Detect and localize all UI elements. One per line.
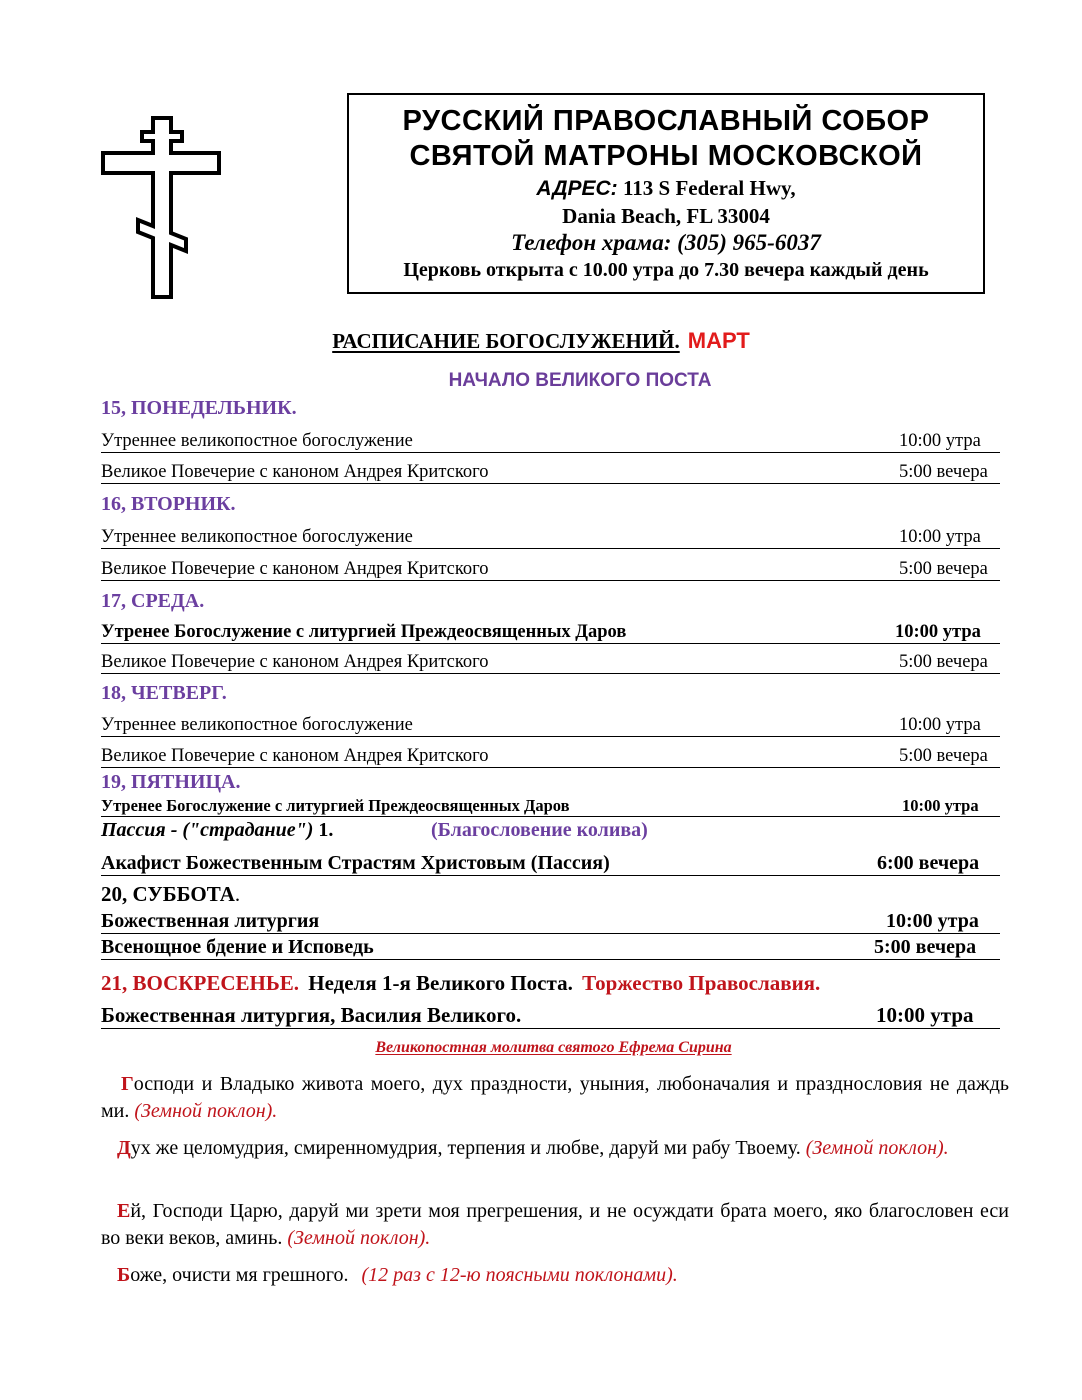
service-name: Великое Повечерие с каноном Андрея Критского (101, 652, 489, 672)
prayer-capital: Г (121, 1073, 134, 1095)
service-time: 5:00 вечера (899, 559, 988, 579)
passion-line (101, 819, 333, 842)
service-row (101, 909, 1000, 934)
service-name: Великое Повечерие с каноном Андрея Критского (101, 746, 489, 766)
orthodox-cross-icon (100, 115, 222, 300)
church-phone: Телефон храма: (305) 965-6037 (511, 230, 821, 255)
schedule-title-text: РАСПИСАНИЕ БОГОСЛУЖЕНИЙ. (332, 329, 680, 353)
prayer-paragraph-3 (101, 1198, 1009, 1252)
service-name: Акафист Божественным Страстям Христовым (Пассия) (101, 852, 610, 874)
day-label-15: 15, ПОНЕДЕЛЬНИК. (101, 397, 297, 419)
service-time: 10:00 утра (899, 527, 981, 547)
address-label: АДРЕС: (536, 177, 618, 200)
schedule-title (0, 328, 1082, 354)
day-label-18: 18, ЧЕТВЕРГ. (101, 682, 227, 704)
service-row (101, 935, 1000, 960)
service-row (101, 430, 1000, 453)
church-name-line1: РУССКИЙ ПРАВОСЛАВНЫЙ СОБОР (402, 105, 930, 137)
prayer-title: Великопостная молитва святого Ефрема Сирина (375, 1039, 732, 1056)
address-line2: Dania Beach, FL 33004 (562, 204, 770, 228)
day-label-20-dot: . (234, 882, 241, 906)
prayer-paragraph-2 (101, 1135, 1009, 1162)
day-label-16: 16, ВТОРНИК. (101, 493, 236, 515)
service-time: 10:00 утра (902, 796, 979, 815)
service-time: 10:00 утра (899, 715, 981, 735)
day-label-20 (101, 882, 240, 907)
service-name: Утреннее великопостное богослужение (101, 527, 413, 547)
address-line1 (349, 176, 983, 201)
sunday-week: Неделя 1-я Великого Поста. (308, 971, 573, 995)
service-time: 5:00 вечера (899, 462, 988, 482)
day-label-21-line (101, 971, 820, 996)
service-name: Утренее Богослужение с литургией Преждеосвященных Даров (101, 796, 570, 815)
service-name: Всенощное бдение и Исповедь (101, 936, 374, 958)
service-time: 10:00 утра (876, 1003, 974, 1027)
service-row (101, 621, 1000, 644)
prayer-title-wrap (0, 1039, 1082, 1057)
sunday-feast: Торжество Православия. (582, 971, 821, 995)
service-row (101, 796, 1000, 817)
prayer-text: осподи и Владыко живота моего, дух праздности, уныния, любоначалия и празднословия не даждь ми. (101, 1073, 1009, 1122)
service-row (101, 745, 1000, 768)
service-row (101, 651, 1000, 674)
church-hours: Церковь открыта с 10.00 утра до 7.30 вечера каждый день (403, 259, 929, 281)
day-label-20-text: 20, СУББОТА (101, 882, 235, 906)
prayer-paragraph-1 (101, 1071, 1009, 1125)
prayer-text: ух же целомудрия, смиренномудрия, терпения и любве, даруй ми рабу Твоему. (130, 1137, 801, 1159)
service-name: Божественная литургия (101, 910, 320, 932)
service-name: Утреннее великопостное богослужение (101, 431, 413, 451)
prayer-text: оже, очисти мя грешного. (130, 1264, 349, 1286)
prayer-capital: Д (117, 1137, 131, 1159)
service-row (101, 714, 1000, 737)
church-header-box (347, 93, 985, 294)
prayer-note: (12 раз с 12-ю поясными поклонами). (361, 1264, 678, 1286)
passion-label: Пассия - ("страдание") (101, 819, 314, 841)
service-name: Великое Повечерие с каноном Андрея Критского (101, 559, 489, 579)
service-time: 10:00 утра (886, 910, 979, 932)
service-time: 5:00 вечера (899, 746, 988, 766)
day-label-17: 17, СРЕДА. (101, 590, 205, 612)
service-time: 6:00 вечера (877, 852, 980, 874)
service-row (101, 461, 1000, 484)
prayer-note: (Земной поклон). (287, 1227, 431, 1249)
service-row (101, 1003, 1000, 1029)
service-time: 5:00 вечера (874, 936, 977, 958)
service-name: Великое Повечерие с каноном Андрея Критского (101, 462, 489, 482)
church-name-line2: СВЯТОЙ МАТРОНЫ МОСКОВСКОЙ (409, 140, 923, 172)
service-name: Божественная литургия, Василия Великого. (101, 1003, 522, 1027)
prayer-capital: Б (117, 1264, 131, 1286)
passion-number: 1. (318, 819, 334, 841)
schedule-subtitle: НАЧАЛО ВЕЛИКОГО ПОСТА (448, 370, 712, 391)
service-time: 10:00 утра (895, 622, 981, 642)
prayer-note: (Земной поклон). (805, 1137, 949, 1159)
service-name: Утренее Богослужение с литургией Преждеосвященных Даров (101, 622, 627, 642)
prayer-capital: Е (117, 1200, 131, 1222)
prayer-note: (Земной поклон). (134, 1100, 278, 1122)
service-name: Утреннее великопостное богослужение (101, 715, 413, 735)
service-time: 5:00 вечера (899, 652, 988, 672)
service-time: 10:00 утра (899, 431, 981, 451)
service-row (101, 851, 1000, 876)
day-label-19: 19, ПЯТНИЦА. (101, 771, 241, 793)
prayer-paragraph-4 (101, 1262, 1009, 1289)
schedule-month: МАРТ (687, 328, 750, 353)
service-row (101, 526, 1000, 549)
blessing-koliva: (Благословение колива) (431, 819, 648, 841)
address-street: 113 S Federal Hwy, (622, 176, 796, 200)
service-row (101, 558, 1000, 581)
prayer-text: й, Господи Царю, даруй ми зрети моя прегрешения, и не осуждати брата моего, яко благословен еси во веки веков, аминь. (101, 1200, 1009, 1249)
day-label-21: 21, ВОСКРЕСЕНЬЕ. (101, 971, 299, 995)
